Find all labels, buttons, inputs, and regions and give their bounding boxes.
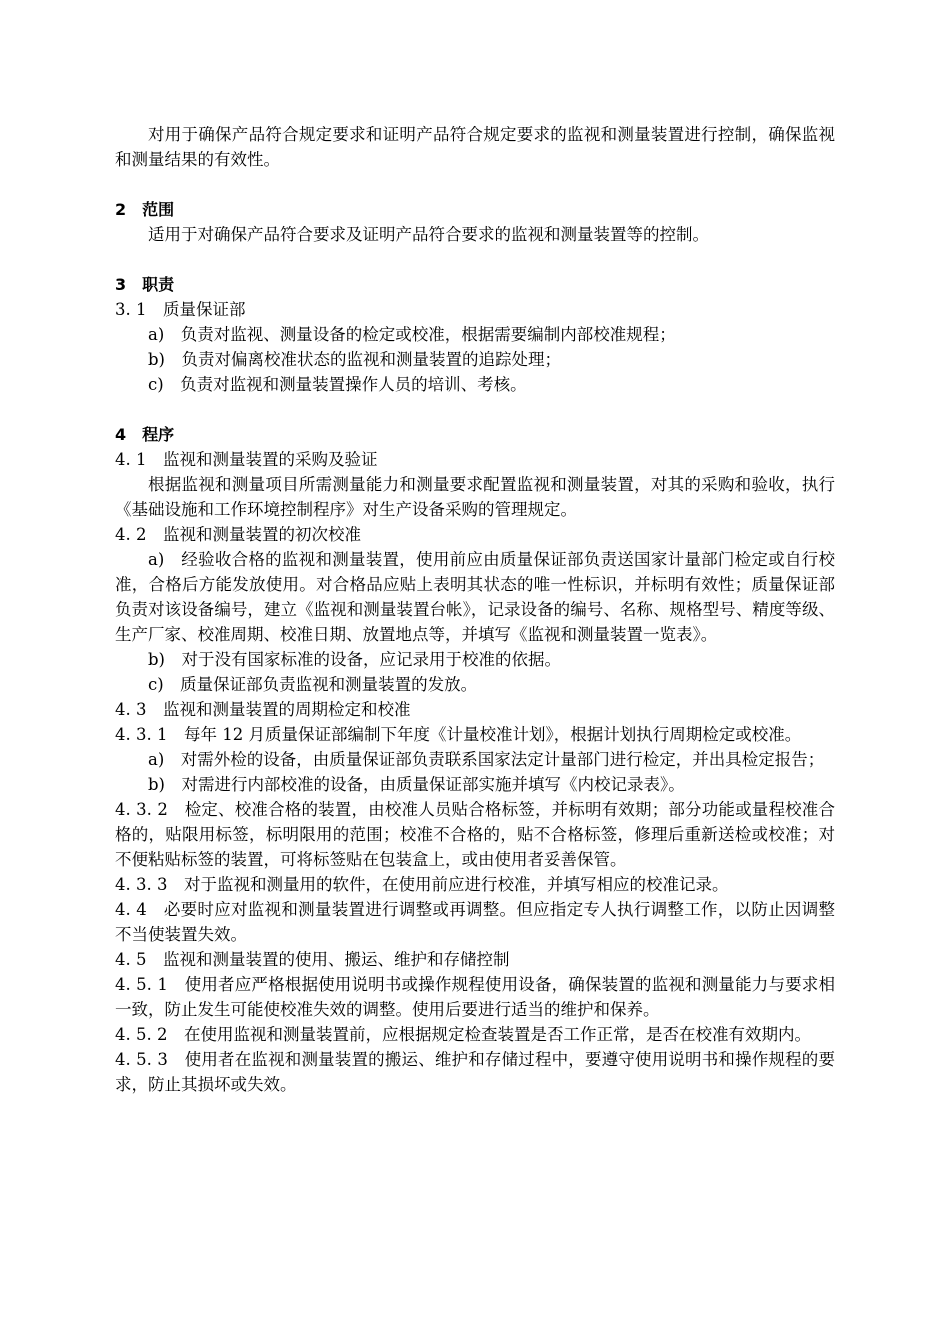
list-item-4-2-b: b) 对于没有国家标准的设备，应记录用于校准的依据。: [148, 650, 561, 669]
spacer: [115, 397, 835, 422]
subsection-4-5: 4. 5 监视和测量装置的使用、搬运、维护和存储控制: [115, 950, 510, 969]
list-item-3-1-c: c) 负责对监视和测量装置操作人员的培训、考核。: [148, 375, 527, 394]
list-item-4-2-c: c) 质量保证部负责监视和测量装置的发放。: [148, 675, 478, 694]
subsection-4-3: 4. 3 监视和测量装置的周期检定和校准: [115, 700, 411, 719]
paragraph-4-1: 根据监视和测量项目所需测量能力和测量要求配置监视和测量装置，对其的采购和验收，执行《基础设施和工作环境控制程序》对生产设备采购的管理规定。: [115, 475, 835, 519]
document-body: [115, 122, 835, 1097]
section-heading-responsibilities: 3 职责: [115, 275, 175, 294]
list-item-4-3-1-a: a) 对需外检的设备，由质量保证部负责联系国家法定计量部门进行检定，并出具检定报告；: [148, 750, 825, 769]
clause-4-3-1: 4. 3. 1 每年 12 月质量保证部编制下年度《计量校准计划》，根据计划执行周期检定或校准。: [115, 725, 802, 744]
subsection-3-1: 3. 1 质量保证部: [115, 300, 246, 319]
clause-4-5-3: 4. 5. 3 使用者在监视和测量装置的搬运、维护和存储过程中，要遵守使用说明书和操作规程的要求，防止其损坏或失效。: [115, 1050, 835, 1094]
clause-4-5-2: 4. 5. 2 在使用监视和测量装置前，应根据规定检查装置是否工作正常，是否在校准有效期内。: [115, 1025, 811, 1044]
purpose-paragraph: 对用于确保产品符合规定要求和证明产品符合规定要求的监视和测量装置进行控制，确保监视和测量结果的有效性。: [115, 125, 835, 169]
clause-4-3-2: 4. 3. 2 检定、校准合格的装置，由校准人员贴合格标签，并标明有效期；部分功能或量程校准合格的，贴限用标签，标明限用的范围；校准不合格的，贴不合格标签，修理后重新送检或校准；对不便粘贴标签的装置，可将标签贴在包装盒上，或由使用者妥善保管。: [115, 800, 835, 869]
list-item-3-1-a: a) 负责对监视、测量设备的检定或校准，根据需要编制内部校准规程；: [148, 325, 676, 344]
subsection-4-2: 4. 2 监视和测量装置的初次校准: [115, 525, 361, 544]
spacer: [115, 172, 835, 197]
section-heading-procedure: 4 程序: [115, 425, 175, 444]
subsection-4-4: 4. 4 必要时应对监视和测量装置进行调整或再调整。但应指定专人执行调整工作，以防止因调整不当使装置失效。: [115, 900, 835, 944]
subsection-4-1: 4. 1 监视和测量装置的采购及验证: [115, 450, 378, 469]
clause-4-3-3: 4. 3. 3 对于监视和测量用的软件，在使用前应进行校准，并填写相应的校准记录。: [115, 875, 729, 894]
list-item-4-3-1-b: b) 对需进行内部校准的设备，由质量保证部实施并填写《内校记录表》。: [148, 775, 685, 794]
spacer: [115, 247, 835, 272]
section-heading-scope: 2 范围: [115, 200, 175, 219]
list-item-3-1-b: b) 负责对偏离校准状态的监视和测量装置的追踪处理；: [148, 350, 561, 369]
list-item-4-2-a: a) 经验收合格的监视和测量装置，使用前应由质量保证部负责送国家计量部门检定或自行校准，合格后方能发放使用。对合格品应贴上表明其状态的唯一性标识，并标明有效性；质量保证部负责对该设备编号，建立《监视和测量装置台帐》，记录设备的编号、名称、规格型号、精度等级、生产厂家、校准周期、校准日期、放置地点等，并填写《监视和测量装置一览表》。: [115, 550, 835, 644]
clause-4-5-1: 4. 5. 1 使用者应严格根据使用说明书或操作规程使用设备，确保装置的监视和测量能力与要求相一致，防止发生可能使校准失效的调整。使用后要进行适当的维护和保养。: [115, 975, 835, 1019]
scope-paragraph: 适用于对确保产品符合要求及证明产品符合要求的监视和测量装置等的控制。: [148, 225, 709, 244]
